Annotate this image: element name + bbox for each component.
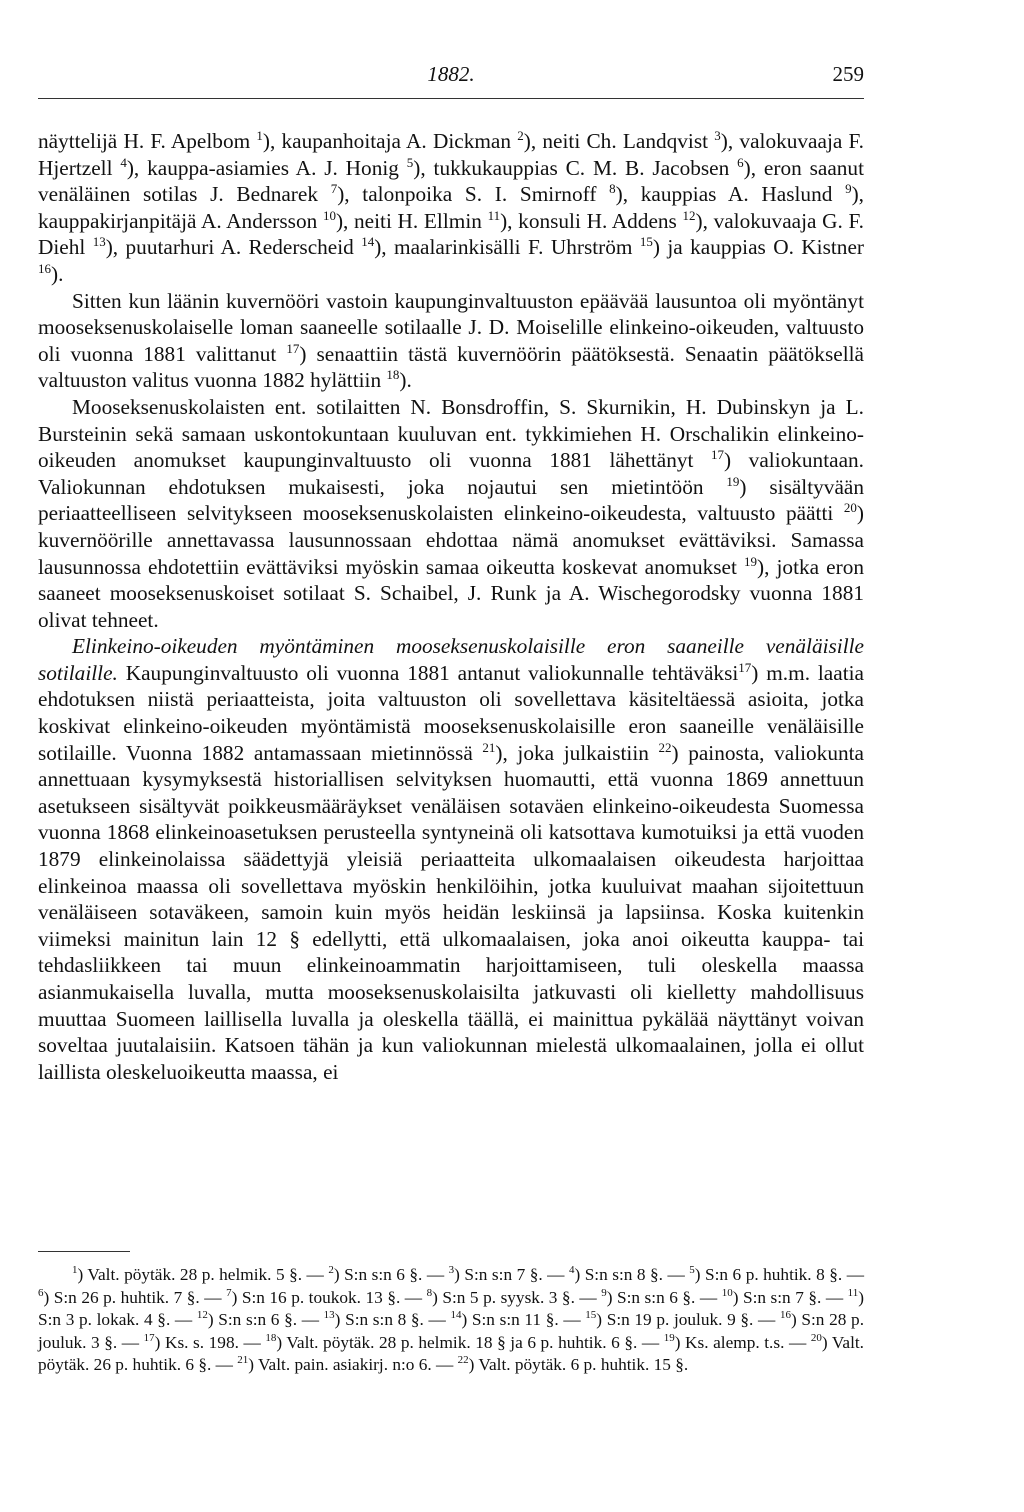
text-run: ), maalarinkisälli F. Uhrström [374,235,640,260]
text-run: ) S:n s:n 6 §. — [606,1287,722,1307]
body-paragraph [38,633,864,1085]
footnote-marker: 6 [737,154,744,170]
header-rule [38,98,864,99]
footnote-paragraph [38,1264,864,1377]
footnote-marker: 16 [779,1309,791,1322]
footnote-marker: 16 [38,260,51,276]
text-run: ), kaupanhoitaja A. Dickman [262,129,518,153]
footnote-marker: 9 [845,181,852,197]
text-run: ), valokuvaaja G. F. Diehl [38,208,864,260]
text-run: ) senaattiin tästä kuvernöörin päätöksestä. Senaatin päätöksellä valtuuston valitus vuonna 1882 hylättiin [38,341,864,393]
text-run: ) S:n s:n 7 §. — [732,1287,848,1307]
footnote-marker: 19 [726,473,740,489]
footnote-marker: 18 [386,367,400,383]
footnote-marker: 22 [457,1354,469,1367]
running-head-year: 1882. [427,62,475,86]
text-run: ), kauppakirjanpitäjä A. Andersson [38,182,864,233]
footnote-marker: 20 [843,500,857,516]
footnote-marker: 19 [663,1331,675,1344]
footnote-marker: 7 [226,1286,232,1299]
footnote-marker: 17 [143,1331,155,1344]
text-run: ) valiokuntaan. Valiokunnan ehdotuksen mukaisesti, joka nojautui sen mietintöön [38,448,864,499]
footnote-marker: 12 [682,207,696,223]
page-number: 259 [832,62,864,86]
text-run: näyttelijä H. F. Apelbom [38,129,257,153]
footnote-marker: 2 [328,1264,334,1277]
body-text [38,128,864,1085]
footnote-marker: 2 [517,127,524,143]
text-run: ) Valt. pöytäk. 6 p. huhtik. 15 §. [468,1355,689,1374]
text-run: ) S:n s:n 8 §. — [334,1310,451,1329]
text-run: ) S:n 16 p. toukok. 13 §. — [231,1287,427,1307]
footnote-marker: 20 [810,1331,822,1344]
body-paragraph [38,128,864,288]
text-run: ) Valt. pöytäk. 28 p. helmik. 5 §. — [77,1265,329,1284]
footnote-marker: 3 [714,127,721,143]
text-run: ) S:n s:n 6 §. — [333,1265,449,1284]
footnote-marker: 10 [721,1286,733,1299]
footnote-marker: 11 [487,207,501,223]
footnote-marker: 8 [609,181,616,197]
text-run: ) painosta, valiokunta annettuaan kysymyksestä historiallisen selvityksen huomautti, että vuonna 1869 annettuun asetukseen sisältyvät poikkeusmääräykset venäläisen sotaväen elinkeino-oikeudesta Suomessa vuonna 1868 elinkeinoasetuksen perusteella syntyneinä oli katsottava kumotuiksi ja että vuoden 1879 elinkeinolaissa säädettyjä yleisiä periaatteita ulkomaalaisen oikeudesta harjoittaa elinkeinoa maassa oli sovellettava myöskin henkilöihin, jotka kuuluivat maahan sijoitettuun venäläiseen sotaväkeen, samoin kuin myös heidän leskiinsä ja lapsiinsa. Koska kuitenkin viimeksi mainitun lain 12 § edellytti, että ulkomaalaisen, joka anoi oikeutta kauppa- tai tehdasliikkeen tai muun elinkeinoammatin harjoittamiseen, tuli oleskella maassa asianmukaisella luvalla, mutta mooseksenuskolaisilta jatkuvasti oli kielletty mahdollisuus muuttaa Suomeen laillisella luvalla ja oleskella täällä, ei mainittua pykälää näyttänyt voivan soveltaa juutalaisiin. Katsoen tähän ja kun valiokunnan mielestä ulkomaalainen, jolla ei ollut laillista oleskeluoikeutta maassa, ei [38,740,864,1084]
footnote-marker: 11 [847,1286,859,1299]
text-run: ), kauppias A. Haslund [615,182,846,207]
text-run: ) S:n s:n 8 §. — [574,1265,690,1284]
footnote-marker: 22 [658,739,672,755]
footnote-marker: 10 [322,207,336,223]
footnote-marker: 4 [120,154,127,170]
footnote-marker: 12 [196,1309,208,1322]
body-paragraph [38,288,864,394]
text-run: ) Valt. pain. asiakirj. n:o 6. — [248,1355,458,1374]
text-run: ) S:n 6 p. huhtik. 8 §. — [694,1265,864,1284]
text-run: ), joka julkaistiin [495,740,659,765]
footnote-marker: 1 [256,127,263,143]
footnote-marker: 21 [482,739,496,755]
italic-heading: Elinkeino-oikeuden myöntäminen mooseksenuskolaisille eron saaneille venäläisille sotilaille. [38,634,864,685]
text-run: ). [51,261,64,286]
text-run: ), jotka eron saaneet mooseksenuskoiset sotilaat S. Schaibel, J. Runk ja A. Wischegorodsky vuonna 1881 olivat tehneet. [38,554,865,632]
text-run: ) S:n s:n 7 §. — [454,1265,569,1284]
text-run: ), neiti H. Ellmin [335,208,488,233]
text-run: ) sisältyvään periaatteelliseen selvitykseen mooseksenuskolaisten elinkeino-oikeudesta, valtuusto päätti [38,474,864,526]
text-run: ) Ks. alemp. t.s. — [674,1332,811,1352]
footnote-marker: 17 [711,447,725,463]
body-paragraph [38,394,864,633]
footnote-marker: 15 [585,1309,597,1322]
text-run: ) Valt. pöytäk. 28 p. helmik. 18 § ja 6 p. huhtik. 6 §. — [276,1332,664,1352]
footnote-marker: 15 [639,234,653,250]
text-run: ), konsuli H. Addens [500,208,683,233]
text-run: ) S:n s:n 11 §. — [461,1310,586,1329]
footnote-marker: 17 [738,659,752,675]
text-run: ) ja kauppias O. Kistner [652,235,864,260]
text-run: ) S:n 5 p. syysk. 3 §. — [432,1287,602,1307]
text-run: ), valokuvaaja F. Hjertzell [38,129,864,180]
text-run: ) Valt. pöytäk. 26 p. huhtik. 6 §. — [38,1332,864,1374]
text-run: ) S:n 26 p. huhtik. 7 §. — [43,1287,227,1307]
text-run: Sitten kun läänin kuvernööri vastoin kaupunginvaltuuston epäävää lausuntoa oli myöntänyt mooseksenuskolaiselle loman saaneelle sotilaalle J. D. Moiselille elinkeino-oikeuden, valtuusto oli vuonna 1881 valittanut [38,288,864,366]
footnote-marker: 7 [330,181,338,197]
page-header [38,62,864,92]
footnote-marker: 1 [72,1264,78,1277]
text-run: ), kauppa-asiamies A. J. Honig [126,155,407,180]
footnote-marker: 9 [601,1286,607,1299]
footnote-marker: 5 [689,1264,695,1277]
footnote-marker: 13 [92,234,106,250]
text-run: Kaupunginvaltuusto oli vuonna 1881 antanut valiokunnalle tehtäväksi [117,660,739,685]
footnote-rule [38,1251,130,1252]
footnote-marker: 14 [450,1309,462,1322]
footnote-marker: 13 [323,1309,335,1322]
footnote-marker: 18 [265,1331,277,1344]
footnote-marker: 6 [38,1286,44,1299]
footnote-marker: 14 [361,234,375,250]
text-run: ) m.m. laatia ehdotuksen niistä periaatteista, joita valtuuston oli sovellettava käsiteltäessä asioita, jotka koskivat elinkeino-oikeuden myöntämistä mooseksenuskolaisille eron saaneille venäläisille sotilaille. Vuonna 1882 antamassaan mietinnössä [38,660,864,765]
footnote-marker: 17 [286,340,300,356]
footnote-marker: 8 [426,1286,433,1299]
footnote-marker: 19 [744,553,758,569]
text-run: Mooseksenuskolaisten ent. sotilaitten N. Bonsdroffin, S. Skurnikin, H. Dubinskyn ja L. Bursteinin sekä samaan uskontokuntaan kuuluvan ent. tykkimiehen H. Orschalikin elinkeino-oikeuden anomukset kaupunginvaltuusto oli vuonna 1881 lähettänyt [38,394,864,473]
text-run: ), tukkukauppias C. M. B. Jacobsen [413,155,738,180]
text-run: ), talonpoika S. I. Smirnoff [337,182,610,207]
text-run: ), neiti Ch. Landqvist [523,129,715,153]
text-run: ) S:n 3 p. lokak. 4 §. — [38,1287,865,1329]
text-run: ) S:n 28 p. jouluk. 3 §. — [38,1310,865,1352]
footnote-marker: 21 [237,1354,249,1367]
text-run: ) S:n s:n 6 §. — [207,1310,324,1329]
text-run: ) Ks. s. 198. — [154,1332,266,1352]
text-run: ), eron saanut venäläinen sotilas J. Bednarek [38,155,864,207]
footnote-marker: 5 [406,154,414,170]
text-run: ) kuvernöörille annettavassa lausunnossaan ehdottaa nämä anomukset evättäviksi. Samassa lausunnossa ehdotettiin evättäviksi myöskin samaa oikeutta koskevat anomukset [38,501,864,579]
text-run: ) S:n 19 p. jouluk. 9 §. — [596,1310,780,1329]
footnotes [38,1264,864,1377]
text-run: ). [399,368,412,393]
text-run: ), puutarhuri A. Rederscheid [105,235,362,260]
footnote-marker: 3 [448,1264,455,1277]
footnote-marker: 4 [568,1264,575,1277]
